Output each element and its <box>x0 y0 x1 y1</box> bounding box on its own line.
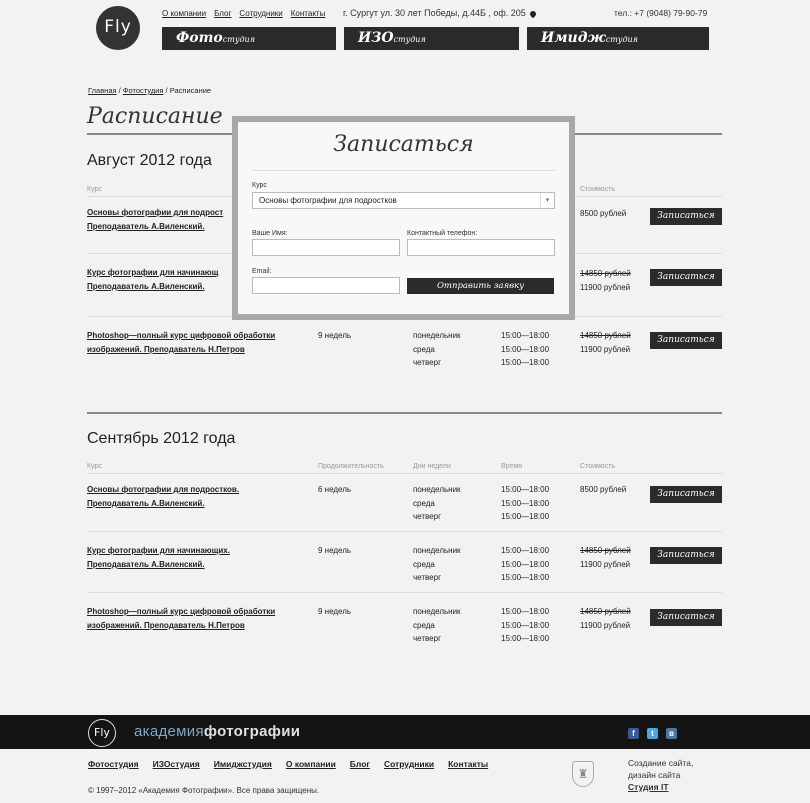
course-title <box>87 544 307 572</box>
modal-title: Записаться <box>333 132 474 157</box>
credit-studio-link[interactable]: Студия IT <box>628 782 669 792</box>
site-credit <box>628 757 693 793</box>
section-divider <box>87 412 722 414</box>
time: 15:00—18:00 <box>501 607 550 616</box>
course-title <box>87 329 307 357</box>
days <box>413 329 461 370</box>
time: 15:00—18:00 <box>501 358 550 367</box>
day: среда <box>413 559 435 569</box>
course-link[interactable]: Преподаватель А.Виленский. <box>87 222 205 231</box>
time: 15:00—18:00 <box>501 498 550 508</box>
copyright: © 1997–2012 «Академия Фотографии». Все права защищены. <box>88 786 320 795</box>
course-link[interactable]: Photoshop—полный курс цифровой обработки <box>87 607 276 616</box>
course-link[interactable]: Преподаватель А.Виленский. <box>87 499 205 508</box>
studio-image-sub: студия <box>605 35 638 44</box>
page-title: Расписание <box>87 104 223 129</box>
course-link[interactable]: Photoshop—полный курс цифровой обработки <box>87 331 276 340</box>
studio-izo-main: ИЗО <box>358 30 394 46</box>
times <box>501 605 549 646</box>
footer-nav-about[interactable]: О компании <box>285 759 336 769</box>
course-label: Курс <box>252 182 267 189</box>
price: 11900 рублей <box>580 621 631 630</box>
header-divider <box>87 473 722 474</box>
studio-image-button[interactable] <box>527 27 709 50</box>
month-title-august: Август 2012 года <box>87 152 212 169</box>
academy-brand-a: академия <box>134 723 204 740</box>
duration: 9 недель <box>318 546 352 555</box>
day: четверг <box>413 358 441 367</box>
time: 15:00—18:00 <box>501 512 550 521</box>
days <box>413 544 461 585</box>
course-link[interactable]: Преподаватель А.Виленский. <box>87 282 205 291</box>
course-link[interactable]: Основы фотографии для подрост <box>87 208 224 217</box>
old-price: 14850 рублей <box>580 331 631 340</box>
duration: 9 недель <box>318 607 352 616</box>
footer-logo[interactable]: Fly <box>88 719 116 747</box>
twitter-icon[interactable]: t <box>647 728 658 739</box>
phone-input[interactable] <box>407 239 555 256</box>
vk-icon[interactable]: в <box>666 728 677 739</box>
time: 15:00—18:00 <box>501 344 550 354</box>
facebook-icon[interactable]: f <box>628 728 639 739</box>
enroll-button[interactable]: Записаться <box>650 609 722 626</box>
price: 8500 рублей <box>580 209 627 218</box>
enroll-button[interactable]: Записаться <box>650 486 722 503</box>
col-time: Время <box>501 463 523 470</box>
time: 15:00—18:00 <box>501 559 550 569</box>
time: 15:00—18:00 <box>501 573 550 582</box>
course-link[interactable]: Основы фотографии для подростков. <box>87 485 240 494</box>
price: 11900 рублей <box>580 345 631 354</box>
day: четверг <box>413 573 441 582</box>
col-course: Курс <box>87 463 102 470</box>
map-pin-icon <box>529 9 537 17</box>
days <box>413 483 461 524</box>
day: понедельник <box>413 331 461 340</box>
footer-nav-blog[interactable]: Блог <box>349 759 370 769</box>
studio-izo-button[interactable] <box>344 27 519 50</box>
footer-nav-staff[interactable]: Сотрудники <box>383 759 435 769</box>
phone-label: Контактный телефон: <box>407 230 478 237</box>
breadcrumb <box>88 86 211 95</box>
breadcrumb-current: Расписание <box>169 86 212 95</box>
credit-line: Создание сайта, <box>628 758 694 768</box>
studio-photo-main: Фото <box>176 30 223 46</box>
row-divider <box>87 592 722 593</box>
name-label: Ваше Имя: <box>252 230 288 237</box>
time: 15:00—18:00 <box>501 331 550 340</box>
course-title <box>87 483 307 511</box>
price: 11900 рублей <box>580 283 631 292</box>
studio-image-main: Имидж <box>541 30 606 46</box>
credit-line: дизайн сайта <box>628 770 681 780</box>
day: среда <box>413 620 435 630</box>
times <box>501 329 549 370</box>
enroll-button[interactable]: Записаться <box>650 208 722 225</box>
day: среда <box>413 498 435 508</box>
submit-button[interactable]: Отправить заявку <box>407 278 554 294</box>
phone: тел.: +7 (9048) 79-90-79 <box>614 8 708 18</box>
chevron-down-icon[interactable]: ▾ <box>540 193 554 208</box>
course-select-value: Основы фотографии для подростков <box>259 196 397 205</box>
nav-blog[interactable]: Блог <box>214 9 232 18</box>
course-link[interactable]: Преподаватель А.Виленский. <box>87 560 205 569</box>
footer-nav-image[interactable]: Имиджстудия <box>213 759 272 769</box>
price: 8500 рублей <box>580 485 627 494</box>
nav-staff[interactable]: Сотрудники <box>239 9 283 18</box>
nav-about[interactable]: О компании <box>162 9 207 18</box>
breadcrumb-sep: / <box>163 86 170 95</box>
top-nav <box>162 9 325 18</box>
enroll-button[interactable]: Записаться <box>650 332 722 349</box>
studio-photo-sub: студия <box>222 35 256 44</box>
course-select[interactable] <box>252 192 555 209</box>
times <box>501 483 549 524</box>
col-duration: Продолжительность <box>318 463 384 470</box>
month-title-september: Сентябрь 2012 года <box>87 430 236 447</box>
price: 11900 рублей <box>580 560 631 569</box>
studio-izo-sub: студия <box>393 35 426 44</box>
footer-nav-contacts[interactable]: Контакты <box>448 759 489 769</box>
col-course: Курс <box>87 186 102 193</box>
old-price: 14850 рублей <box>580 607 631 616</box>
modal-divider <box>252 170 555 171</box>
old-price: 14850 рублей <box>580 269 631 278</box>
col-days: Дни недели <box>413 463 451 470</box>
day: понедельник <box>413 546 461 555</box>
crest-icon: ♜ <box>572 761 594 787</box>
address-text: г. Сургут ул. 30 лет Победы, д.44Б , оф. 205 <box>343 8 526 18</box>
col-price: Стоимость <box>580 186 616 193</box>
breadcrumb-studio[interactable]: Фотостудия <box>122 86 164 95</box>
footer-nav-izo[interactable]: ИЗОстудия <box>152 759 200 769</box>
breadcrumb-home[interactable]: Главная <box>88 86 117 95</box>
footer-bar <box>0 715 810 749</box>
studio-photo-button[interactable] <box>162 27 336 50</box>
times <box>501 544 549 585</box>
day: понедельник <box>413 485 461 494</box>
address <box>343 8 536 18</box>
duration: 6 недель <box>318 485 352 494</box>
day: понедельник <box>413 607 461 616</box>
course-title <box>87 605 307 633</box>
course-link[interactable]: Курс фотографии для начинающих. <box>87 546 230 555</box>
day: среда <box>413 344 435 354</box>
logo[interactable]: Fly <box>96 6 140 50</box>
duration: 9 недель <box>318 331 352 340</box>
time: 15:00—18:00 <box>501 620 550 630</box>
enroll-button[interactable]: Записаться <box>650 269 722 286</box>
email-input[interactable] <box>252 277 400 294</box>
course-link[interactable]: изображений. Преподаватель Н.Петров <box>87 621 245 630</box>
day: четверг <box>413 634 441 643</box>
time: 15:00—18:00 <box>501 546 550 555</box>
footer-nav-photo[interactable]: Фотостудия <box>88 759 139 769</box>
time: 15:00—18:00 <box>501 485 550 494</box>
name-input[interactable] <box>252 239 400 256</box>
col-price: Стоимость <box>580 463 616 470</box>
course-link[interactable]: изображений. Преподаватель Н.Петров <box>87 345 245 354</box>
course-link[interactable]: Курс фотографии для начинающ <box>87 268 219 277</box>
academy-brand-b: фотографии <box>203 723 301 740</box>
day: четверг <box>413 512 441 521</box>
enroll-button[interactable]: Записаться <box>650 547 722 564</box>
days <box>413 605 461 646</box>
email-label: Email: <box>252 268 272 275</box>
time: 15:00—18:00 <box>501 634 550 643</box>
footer-nav <box>88 759 488 769</box>
academy-brand <box>134 723 300 740</box>
breadcrumb-sep: / <box>116 86 123 95</box>
nav-contacts[interactable]: Контакты <box>290 9 326 18</box>
old-price: 14850 рублей <box>580 546 631 555</box>
row-divider <box>87 531 722 532</box>
